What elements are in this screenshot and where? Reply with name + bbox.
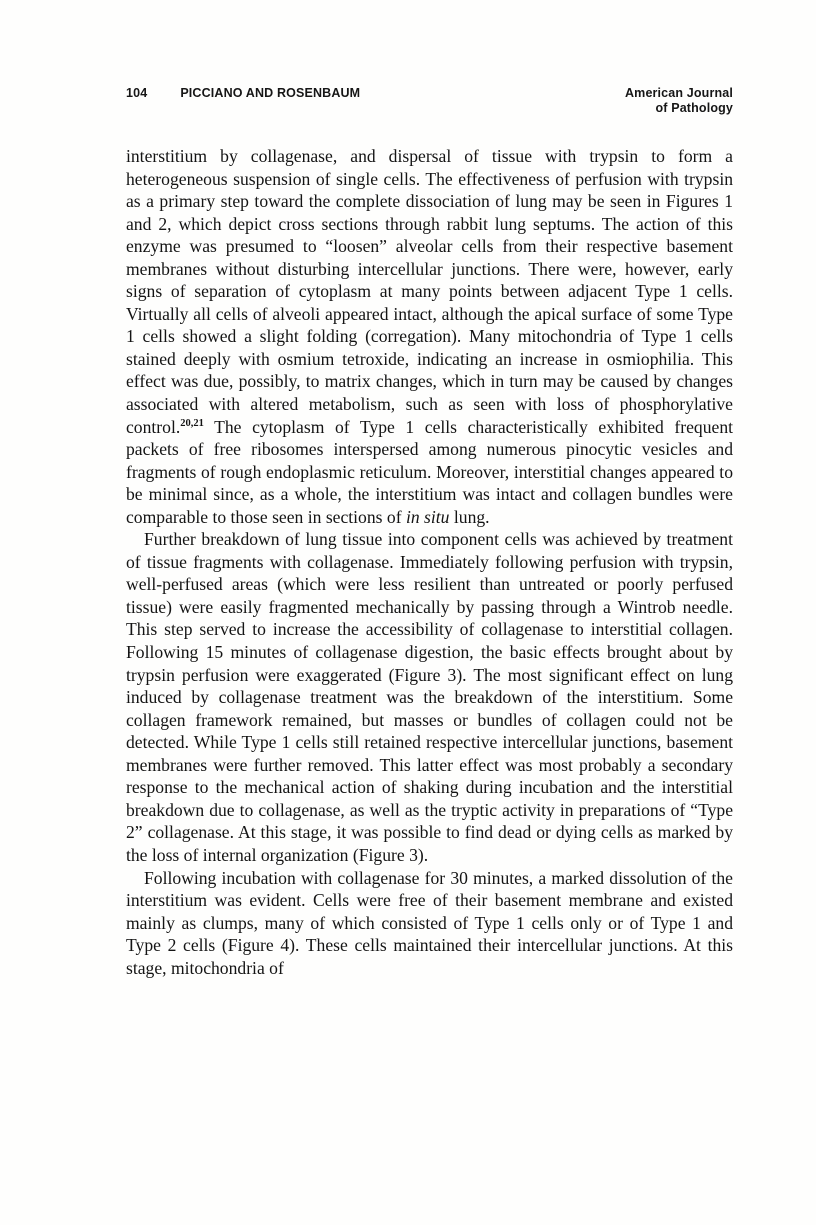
italic-phrase: in situ xyxy=(405,506,450,527)
paragraph-1 xyxy=(126,145,733,528)
page-header xyxy=(126,86,733,115)
running-title: PICCIANO AND ROSENBAUM xyxy=(180,86,361,100)
text-run: Following incubation with collagenase for 30 minutes, a marked dissolution of the interstitium was evident. Cells were free of their basement membrane and existed mainly as clumps, many of which consisted of Type 1 cells only or of Type 1 and Type 2 cells (Figure 4). These cells maintained their intercellular junctions. At this stage, mitochondria of xyxy=(126,867,733,978)
header-left xyxy=(126,86,360,101)
page-number: 104 xyxy=(126,86,148,100)
citation-superscript: 20,21 xyxy=(180,417,204,429)
paragraph-3 xyxy=(126,867,733,980)
text-run: Further breakdown of lung tissue into component cells was achieved by treatment of tissue fragments with collagenase. Immediately following perfusion with trypsin, well-perfused areas (which were less resilient than untreated or poorly perfused tissue) were easily fragmented mechanically by passing through a Wintrob needle. This step served to increase the accessibility of collagenase to interstitial collagen. Following 15 minutes of collagenase digestion, the basic effects brought about by trypsin perfusion were exaggerated (Figure 3). The most significant effect on lung induced by collagenase treatment was the breakdown of the interstitium. Some collagen framework remained, but masses or bundles of collagen could not be detected. While Type 1 cells still retained respective intercellular junctions, basement membranes were further removed. This latter effect was most probably a secondary response to the mechanical action of shaking during incubation and the interstitial breakdown due to collagenase, as well as the tryptic activity in preparations of “Type 2” collagenase. At this stage, it was possible to find dead or dying cells as marked by the loss of internal organization (Figure 3). xyxy=(126,529,733,865)
text-run: The cytoplasm of Type 1 cells characteristically exhibited frequent packets of free ribosomes interspersed among numerous pinocytic vesicles and fragments of rough endoplasmic reticulum. Moreover, interstitial changes appeared to be minimal since, as a whole, the interstitium was intact and collagen bundles were comparable to those seen in sections of xyxy=(126,416,733,527)
article-body xyxy=(126,145,733,979)
journal-name xyxy=(625,86,733,115)
text-run: interstitium by collagenase, and dispersal of tissue with trypsin to form a heterogeneous suspension of single cells. The effectiveness of perfusion with trypsin as a primary step toward the complete dissociation of lung may be seen in Figures 1 and 2, which depict cross sections through rabbit lung septums. The action of this enzyme was presumed to “loosen” alveolar cells from their respective basement membranes without disturbing intercellular junctions. There were, however, early signs of separation of cytoplasm at many points between adjacent Type 1 cells. Virtually all cells of alveoli appeared intact, although the apical surface of some Type 1 cells showed a slight folding (corregation). Many mitochondria of Type 1 cells stained deeply with osmium tetroxide, indicating an increase in osmiophilia. This effect was due, possibly, to matrix changes, which in turn may be caused by changes associated with altered metabolism, such as seen with loss of phosphorylative control. xyxy=(126,146,733,437)
journal-name-line2: of Pathology xyxy=(655,100,733,115)
text-run: lung. xyxy=(449,506,490,527)
paragraph-2 xyxy=(126,528,733,866)
journal-name-line1: American Journal xyxy=(625,86,733,100)
